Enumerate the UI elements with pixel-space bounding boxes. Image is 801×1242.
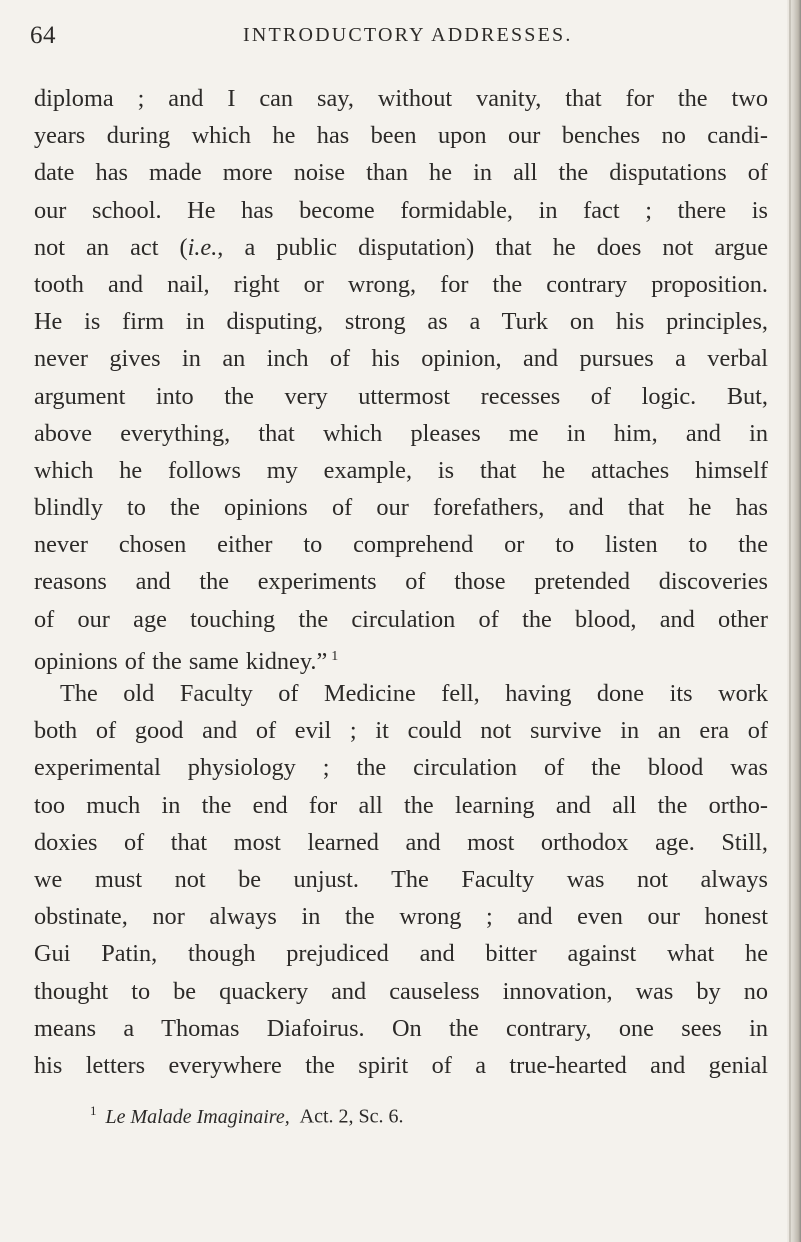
- text-line: too much in the end for all the learning and all the ortho-: [34, 791, 768, 819]
- text-line: never chosen either to comprehend or to listen to the: [34, 531, 768, 559]
- text-line: our school. He has become formidable, in fact ; there is: [34, 196, 768, 224]
- text-line: not an act (i.e., a public disputation) that he does not argue: [34, 233, 768, 261]
- text-line: means a Thomas Diafoirus. On the contrary, one sees in: [34, 1014, 768, 1042]
- paragraph-start-line: The old Faculty of Medicine fell, having done its work: [60, 680, 768, 707]
- page-edge-line: [789, 0, 791, 1242]
- text-line: tooth and nail, right or wrong, for the contrary proposition.: [34, 270, 768, 298]
- text-line: reasons and the experiments of those pretended discoveries: [34, 568, 768, 596]
- text-line: of our age touching the circulation of the blood, and other: [34, 605, 768, 633]
- text-line: his letters everywhere the spirit of a true-hearted and genial: [34, 1051, 768, 1079]
- footnote: [90, 1103, 404, 1129]
- text-line: both of good and of evil ; it could not survive in an era of: [34, 717, 768, 745]
- text-line: above everything, that which pleases me in him, and in: [34, 419, 768, 447]
- body-text: [34, 80, 786, 1084]
- text-line: diploma ; and I can say, without vanity, that for the two: [34, 85, 768, 112]
- paragraph-end-line: [34, 638, 768, 675]
- text-line: which he follows my example, is that he attaches himself: [34, 456, 768, 484]
- text-line: He is firm in disputing, strong as a Turk on his principles,: [34, 308, 768, 336]
- text-line: blindly to the opinions of our forefathers, and that he has: [34, 494, 768, 522]
- text-line-content: opinions of the same kidney.”: [34, 647, 328, 675]
- running-head: INTRODUCTORY ADDRESSES.: [243, 24, 573, 46]
- text-line: experimental physiology ; the circulation of the blood was: [34, 754, 768, 782]
- footnote-mark: 1: [90, 1103, 97, 1118]
- italic-abbreviation: i.e.: [187, 233, 218, 261]
- footnote-reference[interactable]: 1: [331, 648, 339, 664]
- text-line: we must not be unjust. The Faculty was not always: [34, 865, 768, 893]
- text-line: years during which he has been upon our benches no candi-: [34, 122, 768, 150]
- text-line: date has made more noise than he in all the disputations of: [34, 159, 768, 187]
- page-number: 64: [30, 22, 56, 49]
- footnote-citation: Act. 2, Sc. 6.: [299, 1105, 404, 1128]
- text-line: never gives in an inch of his opinion, and pursues a verbal: [34, 345, 768, 373]
- text-line: argument into the very uttermost recesses of logic. But,: [34, 382, 768, 410]
- page-header: [0, 22, 801, 58]
- text-line: thought to be quackery and causeless innovation, was by no: [34, 977, 768, 1005]
- text-line: Gui Patin, though prejudiced and bitter against what he: [34, 940, 768, 968]
- text-line: obstinate, nor always in the wrong ; and even our honest: [34, 903, 768, 931]
- text-line: doxies of that most learned and most orthodox age. Still,: [34, 828, 768, 856]
- footnote-work-title: Le Malade Imaginaire,: [105, 1105, 290, 1128]
